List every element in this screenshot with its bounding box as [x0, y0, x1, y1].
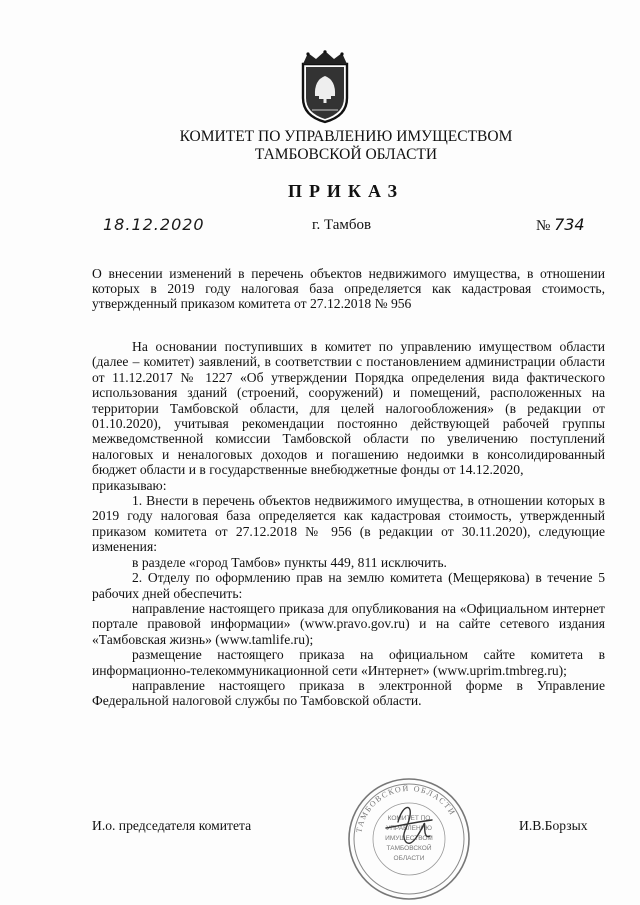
- city-label: г. Тамбов: [312, 217, 372, 233]
- order-subject: О внесении изменений в перечень объектов недвижимого имущества, в отношении которых в 2019 году налоговая база определяется как кадастровая стоимость, утвержденный приказом комитета от 27.12.2018 № 956: [92, 266, 605, 312]
- clause-2-item-website: размещение настоящего приказа на официальном сайте комитета в информационно-телекоммуникационной сети «Интернет» (www.uprim.tmbreg.ru);: [92, 647, 605, 678]
- signatory-name: И.В.Борзых: [519, 818, 588, 833]
- clause-2-paragraph: 2. Отделу по оформлению прав на землю комитета (Мещерякова) в течение 5 рабочих дней обеспечить:: [92, 570, 605, 601]
- official-stamp-seal: [346, 776, 472, 902]
- signatory-position: И.о. председателя комитета: [92, 818, 252, 833]
- handwritten-number: 734: [554, 215, 585, 234]
- clause-2-item-publication: направление настоящего приказа для опубликования на «Официальном интернет портале правовой информации» (www.pravo.gov.ru) и на сайте сетевого издания «Тамбовская жизнь» (www.tamlife.ru);: [92, 600, 605, 647]
- clause-1-paragraph: 1. Внести в перечень объектов недвижимого имущества, в отношении которых в 2019 году налоговая база определяется как кадастровая стоимость, утвержденный приказом комитета от 27.12.2018 № 956 (в редакции от 30.11.2020), следующие изменения:: [92, 493, 605, 555]
- stamp-ring-text: ТАМБОВСКОЙ ОБЛАСТИ: [354, 783, 458, 834]
- order-directive: приказываю:: [92, 477, 167, 493]
- coat-of-arms-emblem: [294, 50, 356, 124]
- clause-1-change: в разделе «город Тамбов» пункты 449, 811 исключить.: [132, 554, 447, 570]
- handwritten-date: 18.12.2020: [103, 215, 205, 234]
- organization-name-line-1: КОМИТЕТ ПО УПРАВЛЕНИЮ ИМУЩЕСТВОМ: [179, 128, 513, 145]
- document-type-title: ПРИКАЗ: [287, 181, 405, 201]
- organization-name-line-2: ТАМБОВСКОЙ ОБЛАСТИ: [254, 146, 438, 163]
- stamp-center-line: ТАМБОВСКОЙ: [386, 845, 432, 852]
- preamble-paragraph: На основании поступивших в комитет по управлению имуществом области (далее – комитет) заявлений, в соответствии с постановлением администрации области от 11.12.2017 № 1227 «Об утверждении Порядка определения вида фактического использования зданий (строений, сооружений) и помещений, расположенных на территории Тамбовской области, для целей налогообложения» (в редакции от 01.10.2020), учитывая рекомендации постоянно действующей рабочей группы межведомственной комиссии Тамбовской области по увеличению поступлений налоговых и неналоговых доходов и погашению недоимки в консолидированный бюджет области и в государственные внебюджетные фонды от 14.12.2020,: [92, 339, 605, 478]
- order-number: [536, 215, 585, 235]
- number-sign: №: [536, 218, 551, 234]
- stamp-center-line: ИМУЩЕСТВОМ: [385, 835, 433, 842]
- clause-2-item-tax-service: направление настоящего приказа в электронной форме в Управление Федеральной налоговой службы по Тамбовской области.: [92, 677, 605, 709]
- stamp-center-line: ОБЛАСТИ: [393, 855, 425, 862]
- stamp-center-line: КОМИТЕТ ПО: [387, 815, 431, 822]
- order-body: [92, 339, 605, 709]
- stamp-center-line: УПРАВЛЕНИЮ: [386, 825, 432, 832]
